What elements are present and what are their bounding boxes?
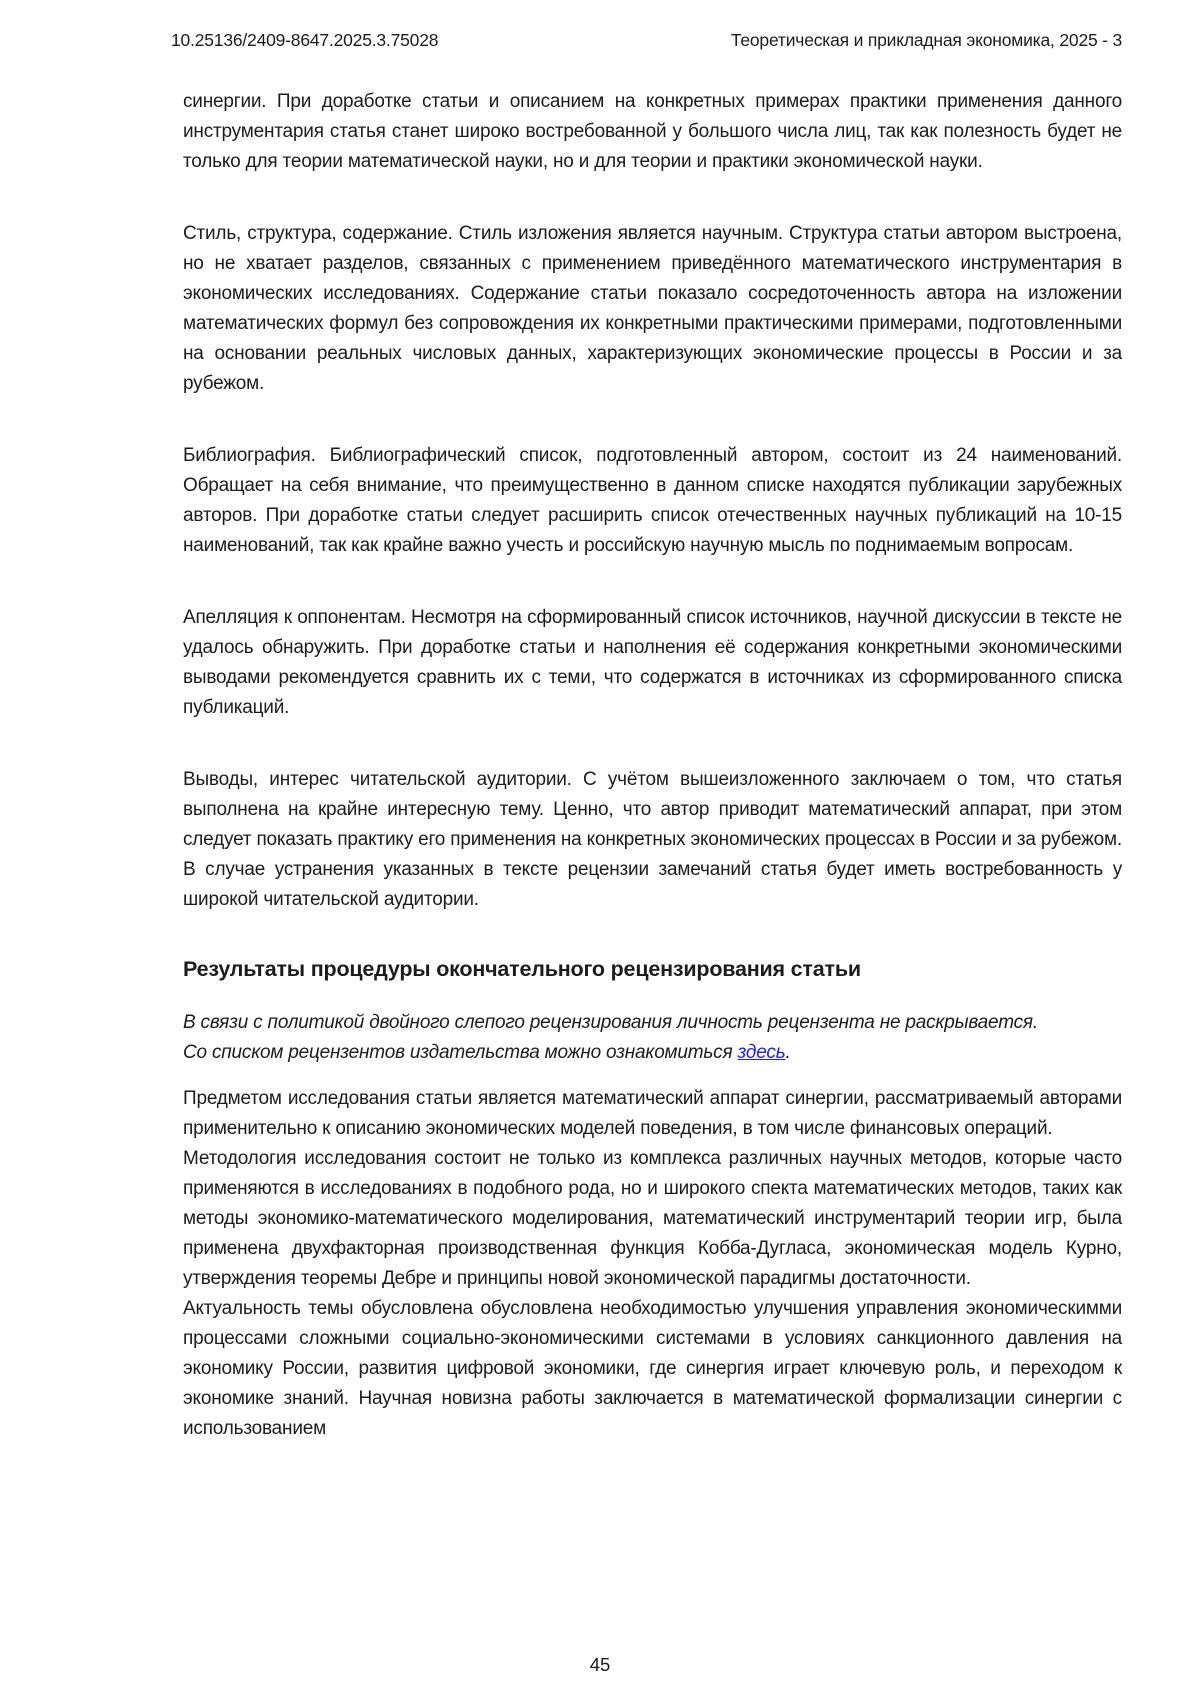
paragraph-methodology: Методология исследования состоит не только из комплекса различных научных методов, которые часто применяются в исследованиях в подобного рода, но и широкого спекта математических методов, таких как методы экономико-математического моделирования, математический инструментарий теории игр, была применена двухфакторная производственная функция Кобба-Дугласа, экономическая модель Курно, утверждения теоремы Дебре и принципы новой экономической парадигмы достаточности. <box>183 1148 1122 1289</box>
paragraph-relevance: Актуальность темы обусловлена обусловлена необходимостью улучшения управления экономическимми процессами сложными социально-экономическими системами в условиях санкционного давления на экономику России, развития цифровой экономики, где синергия играет ключевую роль, и переходом к экономике знаний. Научная новизна работы заключается в математической формализации синергии с использованием <box>183 1298 1122 1439</box>
review-body <box>183 87 1122 1444</box>
doi-number: 10.25136/2409-8647.2025.3.75028 <box>171 30 439 50</box>
blind-review-notice <box>183 1008 1122 1068</box>
paragraph-bibliography: Библиография. Библиографический список, подготовленный автором, состоит из 24 наименований. Обращает на себя внимание, что преимущественно в данном списке находятся публикации зарубежных авторов. При доработке статьи следует расширить список отечественных научных публикаций на 10-15 наименований, так как крайне важно учесть и российскую научную мысль по поднимаемым вопросам. <box>183 445 1122 556</box>
notice-line-2-period: . <box>785 1042 791 1063</box>
paragraph-conclusions: Выводы, интерес читательской аудитории. С учётом вышеизложенного заключаем о том, что статья выполнена на крайне интересную тему. Ценно, что автор приводит математический аппарат, при этом следует показать практику его применения на конкретных экономических процессах в России и за рубежом. В случае устранения указанных в тексте рецензии замечаний статья будет иметь востребованность у широкой читательской аудитории. <box>183 769 1122 910</box>
notice-line-2 <box>183 1038 1122 1068</box>
page-header <box>171 30 1122 51</box>
section-heading: Результаты процедуры окончательного рецензирования статьи <box>183 957 861 981</box>
journal-title: Теоретическая и прикладная экономика, 2025 - 3 <box>730 30 1122 50</box>
paragraph-research-subject: Предметом исследования статьи является математический аппарат синергии, рассматриваемый авторами применительно к описанию экономических моделей поведения, в том числе финансовых операций. <box>183 1088 1122 1139</box>
page-number: 45 <box>589 1654 611 1675</box>
reviewers-list-link[interactable]: здесь <box>737 1042 786 1063</box>
notice-line-2-text: Со списком рецензентов издательства можно ознакомиться <box>183 1042 738 1063</box>
paragraph-style-structure: Стиль, структура, содержание. Стиль изложения является научным. Структура статьи автором выстроена, но не хватает разделов, связанных с применением приведённого математического инструментария в экономических исследованиях. Содержание статьи показало сосредоточенность автора на изложении математических формул без сопровождения их конкретными практическими примерами, подготовленными на основании реальных числовых данных, характеризующих экономические процессы в России и за рубежом. <box>183 223 1122 394</box>
notice-line-1: В связи с политикой двойного слепого рецензирования личность рецензента не раскрывается. <box>183 1012 1038 1033</box>
paragraph-appeal-to-opponents: Апелляция к оппонентам. Несмотря на сформированный список источников, научной дискуссии в тексте не удалось обнаружить. При доработке статьи и наполнения её содержания конкретными экономическими выводами рекомендуется сравнить их с теми, что содержатся в источниках из сформированного списка публикаций. <box>183 607 1122 718</box>
page-footer <box>183 1640 1122 1698</box>
paragraph-synergy-continuation: синергии. При доработке статьи и описанием на конкретных примерах практики применения данного инструментария статья станет широко востребованной у большого числа лиц, так как полезность будет не только для теории математической науки, но и для теории и практики экономической науки. <box>183 91 1122 172</box>
